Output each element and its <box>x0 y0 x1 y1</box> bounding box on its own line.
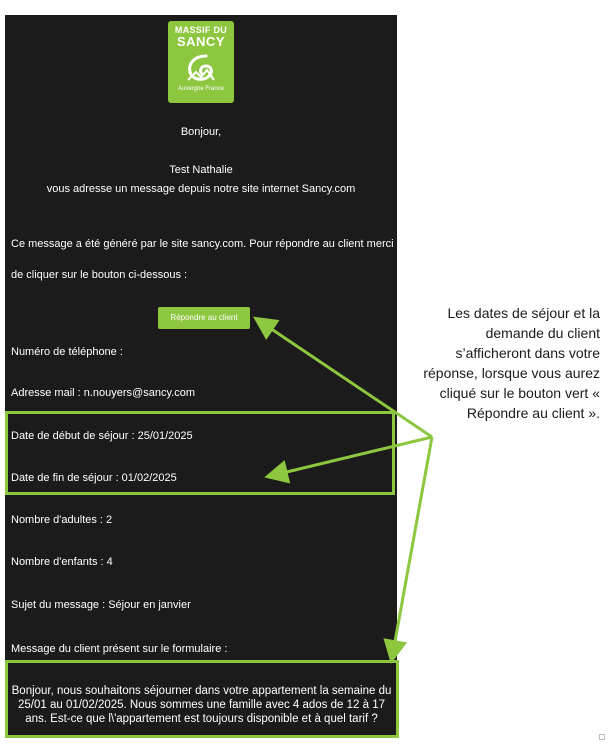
children-count: Nombre d'enfants : 4 <box>11 556 113 568</box>
info-line-1: Ce message a été généré par le site sancy.com. Pour répondre au client merci <box>11 238 394 250</box>
sender-name: Test Nathalie <box>169 164 233 176</box>
sender-line: vous adresse un message depuis notre site internet Sancy.com <box>46 183 356 195</box>
end-date: Date de fin de séjour : 01/02/2025 <box>11 472 177 484</box>
start-date: Date de début de séjour : 25/01/2025 <box>11 430 193 442</box>
client-message: Bonjour, nous souhaitons séjourner dans votre appartement la semaine du 25/01 au 01/02/2025. Nous sommes une famille avec 4 ados de 12 à 17 ans. Est-ce que l\'appartement est toujours disponible et à quel tarif ? <box>11 685 392 725</box>
adults-count: Nombre d'adultes : 2 <box>11 514 113 526</box>
corner-mark <box>599 734 605 740</box>
logo-line3: Auvergne France <box>177 86 225 92</box>
reply-to-client-button[interactable]: Répondre au client <box>158 307 250 329</box>
logo-line2: SANCY <box>176 34 225 49</box>
greeting: Bonjour, <box>180 126 222 138</box>
phone-label: Numéro de téléphone : <box>11 346 123 358</box>
form-message-label: Message du client présent sur le formulaire : <box>11 643 228 655</box>
message-subject: Sujet du message : Séjour en janvier <box>11 599 191 611</box>
info-line-2: de cliquer sur le bouton ci-dessous : <box>11 269 188 281</box>
annotation-text: Les dates de séjour et la demande du client s’afficheront dans votre réponse, lorsque vous aurez cliqué sur le bouton vert « Répondre au client ». <box>423 305 600 421</box>
logo-line1: MASSIF DU <box>174 25 228 35</box>
email-address: Adresse mail : n.nouyers@sancy.com <box>11 387 195 399</box>
